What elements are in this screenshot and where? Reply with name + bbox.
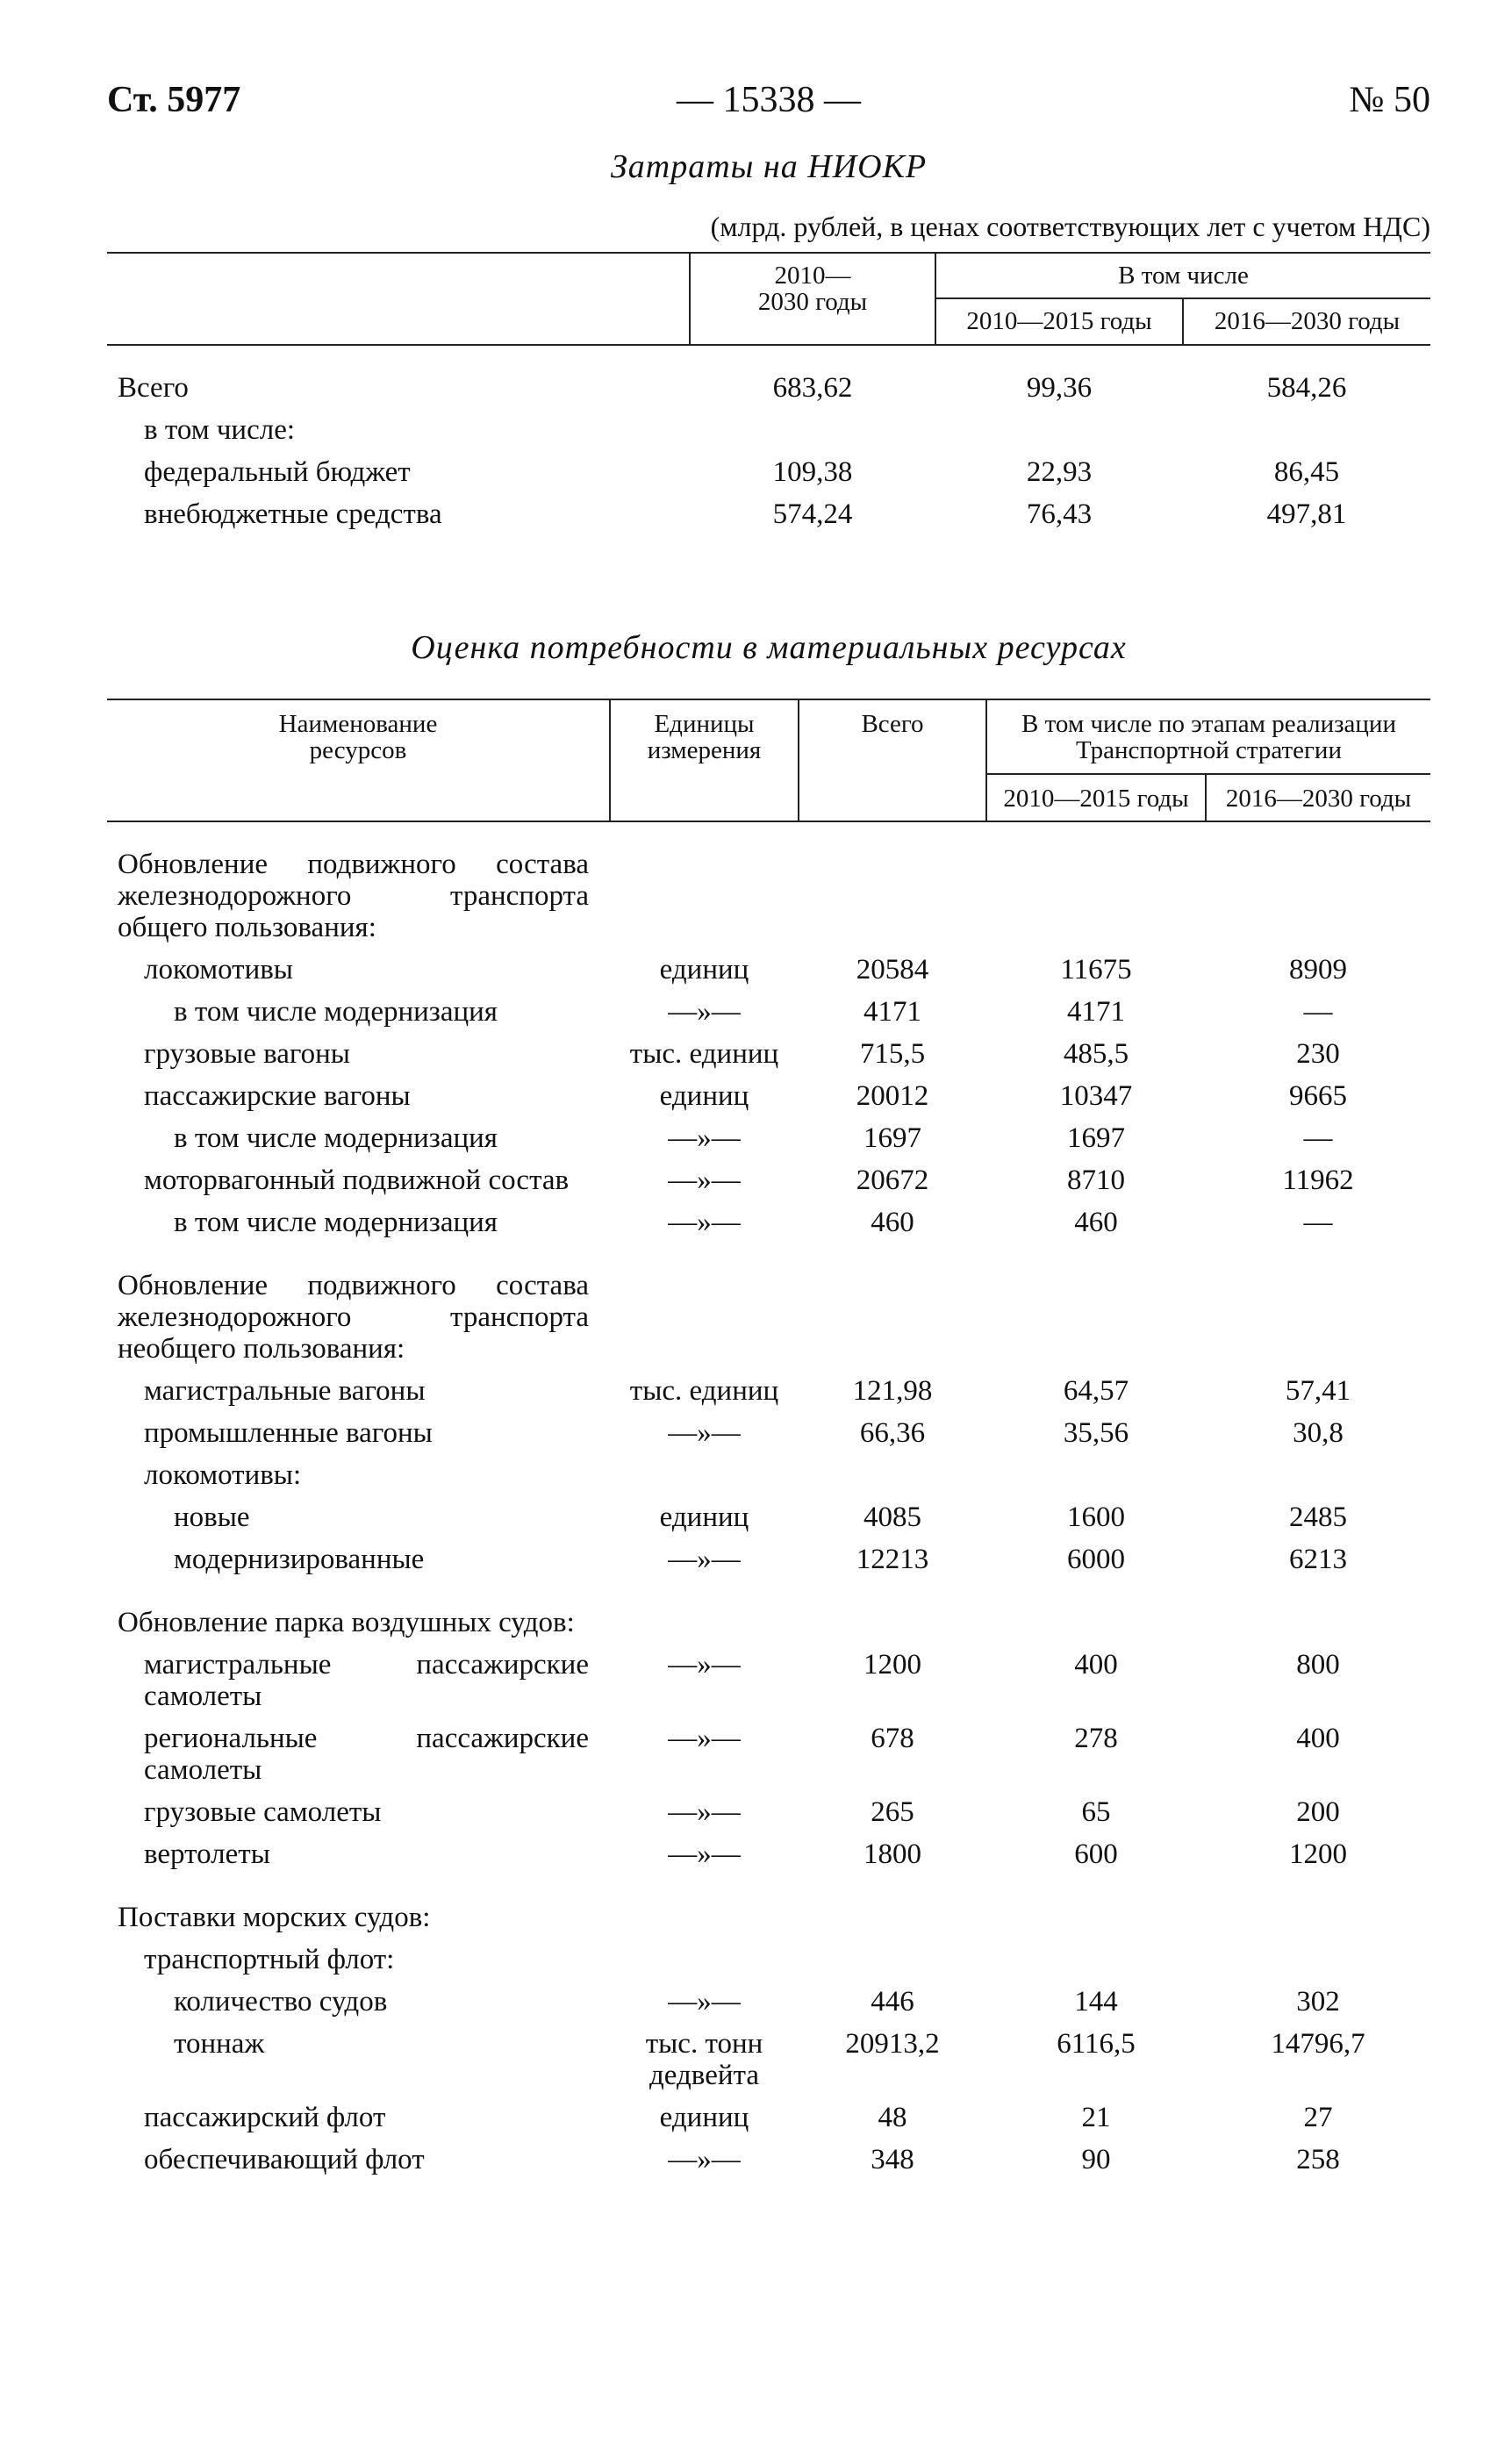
cell-p2: 200 — [1296, 1796, 1340, 1829]
cell-p1 — [986, 821, 1206, 949]
cell-unit — [610, 1580, 799, 1644]
cell-p2 — [1206, 1244, 1430, 1370]
cell-name: магистральные пассажирские самолеты — [144, 1649, 589, 1713]
cell-total: 265 — [871, 1796, 914, 1829]
table-row: в том числе: — [144, 413, 296, 446]
cell-name: Обновление подвижного состава железнодорожного транспорта общего пользования: — [118, 849, 589, 944]
cell-total — [799, 1580, 986, 1644]
cell-name: моторвагонный подвижной состав — [144, 1165, 570, 1197]
cell-unit: —»— — [668, 1723, 741, 1755]
cell-name: грузовые вагоны — [144, 1038, 350, 1071]
cell-total: 460 — [871, 1207, 914, 1239]
cell-unit: —»— — [668, 1544, 741, 1576]
cell-total: 121,98 — [852, 1375, 933, 1408]
table-row — [107, 1833, 1430, 1875]
cell-p1 — [986, 1939, 1206, 1981]
cell-p1 — [986, 1454, 1206, 1496]
table-row: внебюджетные средства 574,24 76,43 497,81 — [144, 498, 1347, 530]
table-row — [107, 1939, 1430, 1981]
cell-name: транспортный флот: — [144, 1944, 395, 1976]
cell-p1: 1697 — [1067, 1122, 1125, 1155]
cell-unit: единиц — [659, 1502, 749, 1534]
cell-name: вертолеты — [144, 1838, 270, 1871]
table-row — [107, 1580, 1430, 1644]
cell-name: новые — [174, 1502, 250, 1534]
cell-p2: 14796,7 — [1271, 2028, 1365, 2061]
table-row: Всего 683,62 99,36 584,26 — [118, 371, 1347, 404]
cell-p1: 6116,5 — [1057, 2028, 1136, 2061]
cell-p2: 258 — [1296, 2144, 1340, 2176]
cell-name: локомотивы: — [144, 1459, 302, 1492]
cell-p2: 1200 — [1289, 1838, 1347, 1871]
cell-name: количество судов — [174, 1986, 388, 2018]
cell-p2: 302 — [1296, 1986, 1340, 2018]
rd-costs-table — [107, 252, 1430, 541]
cell-p2: 2485 — [1289, 1502, 1347, 1534]
table-row — [107, 1717, 1430, 1791]
cell-p1: 64,57 — [1063, 1375, 1129, 1408]
resources-title: Оценка потребности в материальных ресурсах — [411, 628, 1127, 666]
table-row — [107, 1201, 1430, 1244]
cell-p1: 460 — [1074, 1207, 1118, 1239]
page-header — [107, 79, 1430, 132]
cell-p1: 10347 — [1059, 1080, 1133, 1113]
cell-unit: —»— — [668, 1165, 741, 1197]
cell-p1: 6000 — [1067, 1544, 1125, 1576]
table-row — [107, 821, 1430, 949]
cell-p1 — [986, 1875, 1206, 1939]
cell-p1: 21 — [1081, 2102, 1111, 2134]
cell-p2: — — [1303, 1122, 1333, 1155]
cell-unit — [610, 1875, 799, 1939]
cell-total: 715,5 — [859, 1038, 926, 1071]
cell-total — [799, 1875, 986, 1939]
cell-total — [799, 1454, 986, 1496]
cell-name: локомотивы — [144, 954, 293, 986]
table-row — [107, 1538, 1430, 1580]
cell-p2: — — [1303, 1207, 1333, 1239]
cell-p1: 1600 — [1067, 1502, 1125, 1534]
cell-total — [799, 1244, 986, 1370]
table-row — [107, 2139, 1430, 2181]
res-col-total: Всего — [799, 699, 986, 821]
rd-col-group: В том числе — [935, 253, 1430, 298]
table-row — [107, 1159, 1430, 1201]
cell-unit: —»— — [668, 1417, 741, 1450]
cell-unit: тыс. тонн дедвейта — [645, 2028, 763, 2092]
table-row — [107, 1791, 1430, 1833]
cell-p2: 27 — [1303, 2102, 1333, 2134]
cell-p1: 11675 — [1060, 954, 1132, 986]
cell-unit: —»— — [668, 1796, 741, 1829]
cell-p2: 11962 — [1282, 1165, 1354, 1197]
cell-unit — [610, 821, 799, 949]
cell-name: модернизированные — [174, 1544, 425, 1576]
table-row — [107, 1981, 1430, 2023]
table-row — [107, 991, 1430, 1033]
cell-p1 — [986, 1244, 1206, 1370]
cell-total: 4085 — [863, 1502, 921, 1534]
cell-p1: 4171 — [1067, 996, 1125, 1028]
cell-name: в том числе модернизация — [174, 1122, 498, 1155]
cell-p2: 57,41 — [1285, 1375, 1351, 1408]
table-row — [107, 1454, 1430, 1496]
cell-unit: —»— — [668, 1649, 741, 1681]
cell-p1: 90 — [1081, 2144, 1111, 2176]
cell-total: 66,36 — [859, 1417, 926, 1450]
cell-total — [799, 821, 986, 949]
cell-p2 — [1206, 1580, 1430, 1644]
cell-name: тоннаж — [174, 2028, 265, 2061]
res-col-p1: 2010—2015 годы — [986, 774, 1206, 821]
table-row — [107, 1244, 1430, 1370]
cell-p2 — [1206, 1875, 1430, 1939]
cell-total: 1697 — [863, 1122, 921, 1155]
rd-col-name — [107, 253, 690, 345]
cell-p2: 6213 — [1289, 1544, 1347, 1576]
cell-name: пассажирский флот — [144, 2102, 386, 2134]
cell-total: 20672 — [856, 1165, 929, 1197]
cell-unit: тыс. единиц — [629, 1375, 779, 1408]
table-row — [107, 2023, 1430, 2096]
cell-p2: 400 — [1296, 1723, 1340, 1755]
cell-total: 446 — [871, 1986, 914, 2018]
cell-name: магистральные вагоны — [144, 1375, 426, 1408]
cell-unit — [610, 1244, 799, 1370]
cell-unit: —»— — [668, 1207, 741, 1239]
cell-unit: единиц — [659, 1080, 749, 1113]
cell-name: обеспечивающий флот — [144, 2144, 425, 2176]
rd-costs-title: Затраты на НИОКР — [610, 148, 928, 185]
cell-p2: 9665 — [1289, 1080, 1347, 1113]
cell-p1: 600 — [1074, 1838, 1118, 1871]
cell-name: грузовые самолеты — [144, 1796, 382, 1829]
cell-unit: —»— — [668, 1838, 741, 1871]
cell-p1: 278 — [1074, 1723, 1118, 1755]
cell-unit — [610, 1939, 799, 1981]
table-row — [107, 1496, 1430, 1538]
cell-total: 20913,2 — [845, 2028, 940, 2061]
cell-name: региональные пассажирские самолеты — [144, 1723, 589, 1787]
cell-p1: 8710 — [1067, 1165, 1125, 1197]
cell-unit: —»— — [668, 1122, 741, 1155]
cell-total: 20012 — [856, 1080, 929, 1113]
cell-p1: 144 — [1074, 1986, 1118, 2018]
cell-total — [799, 1939, 986, 1981]
cell-p1: 485,5 — [1063, 1038, 1129, 1071]
issue-number: № 50 — [1349, 80, 1430, 120]
table-row — [107, 1875, 1430, 1939]
table-row — [107, 1117, 1430, 1159]
cell-p2: 800 — [1296, 1649, 1340, 1681]
cell-total: 20584 — [856, 954, 929, 986]
rd-col-p1: 2010—2015 годы — [935, 298, 1183, 344]
rd-col-total: 2010— 2030 годы — [690, 253, 935, 345]
table-row — [107, 2096, 1430, 2139]
cell-name: пассажирские вагоны — [144, 1080, 411, 1113]
cell-unit: —»— — [668, 2144, 741, 2176]
cell-unit: тыс. единиц — [629, 1038, 779, 1071]
document-page — [107, 79, 1430, 2181]
cell-name: Поставки морских судов: — [118, 1902, 431, 1934]
res-col-p2: 2016—2030 годы — [1206, 774, 1430, 821]
cell-p2: — — [1303, 996, 1333, 1028]
cell-unit: —»— — [668, 1986, 741, 2018]
table-row — [107, 1412, 1430, 1454]
table-row — [107, 949, 1430, 991]
cell-total: 678 — [871, 1723, 914, 1755]
cell-total: 348 — [871, 2144, 914, 2176]
cell-p1: 400 — [1074, 1649, 1118, 1681]
cell-p2 — [1206, 821, 1430, 949]
table-row — [107, 1644, 1430, 1717]
cell-unit — [610, 1454, 799, 1496]
page-number: — 15338 — — [677, 80, 861, 120]
cell-p2: 8909 — [1289, 954, 1347, 986]
res-col-name: Наименование ресурсов — [107, 699, 610, 821]
cell-p1: 65 — [1081, 1796, 1111, 1829]
cell-unit: единиц — [659, 954, 749, 986]
cell-p2 — [1206, 1939, 1430, 1981]
cell-unit: —»— — [668, 996, 741, 1028]
table-row — [107, 1075, 1430, 1117]
cell-name: в том числе модернизация — [174, 996, 498, 1028]
table-row: федеральный бюджет 109,38 22,93 86,45 — [144, 455, 1340, 488]
cell-p1: 35,56 — [1063, 1417, 1129, 1450]
res-col-group: В том числе по этапам реализации Транспортной стратегии — [986, 699, 1430, 774]
resources-table — [107, 699, 1430, 2181]
cell-total: 12213 — [856, 1544, 929, 1576]
cell-total: 4171 — [863, 996, 921, 1028]
cell-p2 — [1206, 1454, 1430, 1496]
table-row — [107, 1370, 1430, 1412]
table-row — [107, 1033, 1430, 1075]
cell-name: Обновление парка воздушных судов: — [118, 1607, 575, 1639]
rd-col-p2: 2016—2030 годы — [1183, 298, 1430, 344]
cell-name: Обновление подвижного состава железнодорожного транспорта необщего пользования: — [118, 1270, 589, 1365]
cell-name: промышленные вагоны — [144, 1417, 433, 1450]
cell-p1 — [986, 1580, 1206, 1644]
cell-total: 48 — [878, 2102, 907, 2134]
cell-total: 1800 — [863, 1838, 921, 1871]
cell-p2: 230 — [1296, 1038, 1340, 1071]
cell-name: в том числе модернизация — [174, 1207, 498, 1239]
cell-unit: единиц — [659, 2102, 749, 2134]
cell-total: 1200 — [863, 1649, 921, 1681]
cell-p2: 30,8 — [1293, 1417, 1344, 1450]
article-number: Ст. 5977 — [107, 80, 241, 120]
res-col-unit: Единицы измерения — [610, 699, 799, 821]
rd-costs-units: (млрд. рублей, в ценах соответствующих лет с учетом НДС) — [710, 211, 1430, 242]
